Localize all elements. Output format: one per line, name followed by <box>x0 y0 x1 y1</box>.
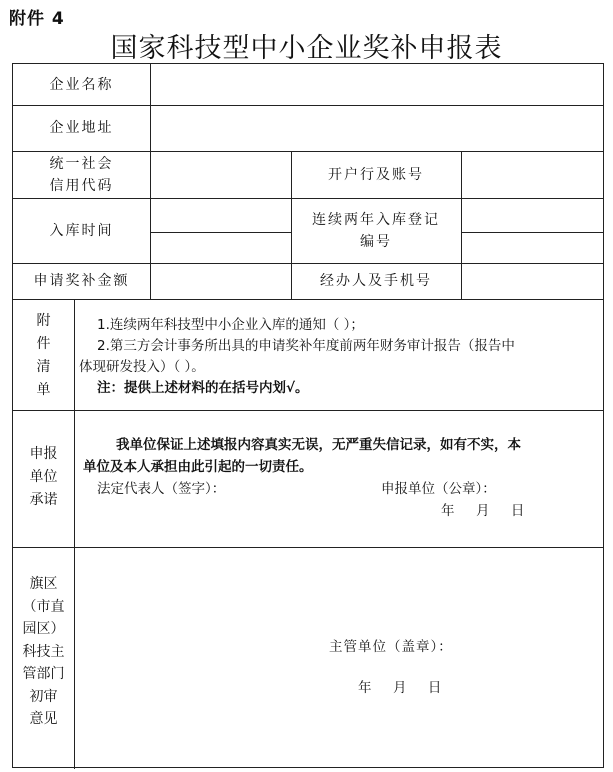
bank-account-label: 开户行及账号 <box>328 166 424 183</box>
registration-label-line2: 编号 <box>360 233 392 250</box>
attachment-note: 注：提供上述材料的在括号内划√。 <box>97 380 309 396</box>
review-label-line: （市直 <box>22 598 65 615</box>
rule <box>150 232 291 233</box>
credit-code-label <box>13 151 150 198</box>
authority-seal: 主管单位（盖章）： <box>329 639 453 655</box>
company-name-label: 企业名称 <box>49 76 114 93</box>
commitment-statement-line2: 单位及本人承担由此引起的一切责任。 <box>83 459 313 475</box>
rule <box>461 232 603 233</box>
legal-rep-signature: 法定代表人（签字）： <box>97 481 226 497</box>
commitment-label-line: 承诺 <box>29 492 58 508</box>
commitment-label-line: 单位 <box>29 469 58 485</box>
entry-time-label: 入库时间 <box>49 222 114 239</box>
attachments-label <box>13 310 74 402</box>
attachments-label-char: 清 <box>36 359 51 375</box>
attachment-item-1: 1.连续两年科技型中小企业入库的通知（ ）； <box>97 317 364 333</box>
credit-code-label-line2: 信用代码 <box>49 177 114 194</box>
review-label-line: 旗区 <box>29 576 58 592</box>
commitment-label <box>13 443 74 512</box>
review-label <box>13 573 74 731</box>
company-address-label: 企业地址 <box>49 120 114 136</box>
rule <box>13 299 603 300</box>
rule <box>74 299 75 769</box>
review-date: 年 月 日 <box>358 680 442 696</box>
commitment-date: 年 月 日 <box>441 503 525 519</box>
commitment-label-line: 申报 <box>29 446 58 462</box>
credit-code-label-line1: 统一社会 <box>49 155 114 172</box>
rule <box>461 151 462 299</box>
rule <box>150 64 151 299</box>
attachment-item-2-line1: 2.第三方会计事务所出具的申请奖补年度前两年财务审计报告（报告中 <box>97 338 515 354</box>
attachments-label-char: 附 <box>36 313 51 329</box>
rule <box>13 410 603 411</box>
form-table <box>12 63 604 768</box>
review-label-line: 科技主 <box>22 643 65 660</box>
attachments-label-char: 单 <box>36 382 51 398</box>
review-label-line: 管部门 <box>22 666 65 682</box>
registration-label-line1: 连续两年入库登记 <box>312 211 440 228</box>
review-label-line: 意见 <box>29 711 58 727</box>
subsidy-amount-label: 申请奖补金额 <box>33 273 130 289</box>
review-label-line: 园区） <box>22 621 65 637</box>
attachment-item-2-line2: 体现研发投入）（ ）。 <box>79 359 205 375</box>
handler-label: 经办人及手机号 <box>320 273 432 289</box>
registration-label <box>291 198 461 263</box>
applicant-unit-seal: 申报单位（公章）： <box>381 481 496 497</box>
attachment-label: 附件 4 <box>9 9 65 29</box>
attachments-label-char: 件 <box>36 336 51 352</box>
commitment-statement-line1: 我单位保证上述填报内容真实无误，无严重失信记录，如有不实，本 <box>116 437 521 453</box>
rule <box>13 547 603 548</box>
form-title: 国家科技型中小企业奖补申报表 <box>110 33 503 64</box>
review-label-line: 初审 <box>29 688 58 705</box>
